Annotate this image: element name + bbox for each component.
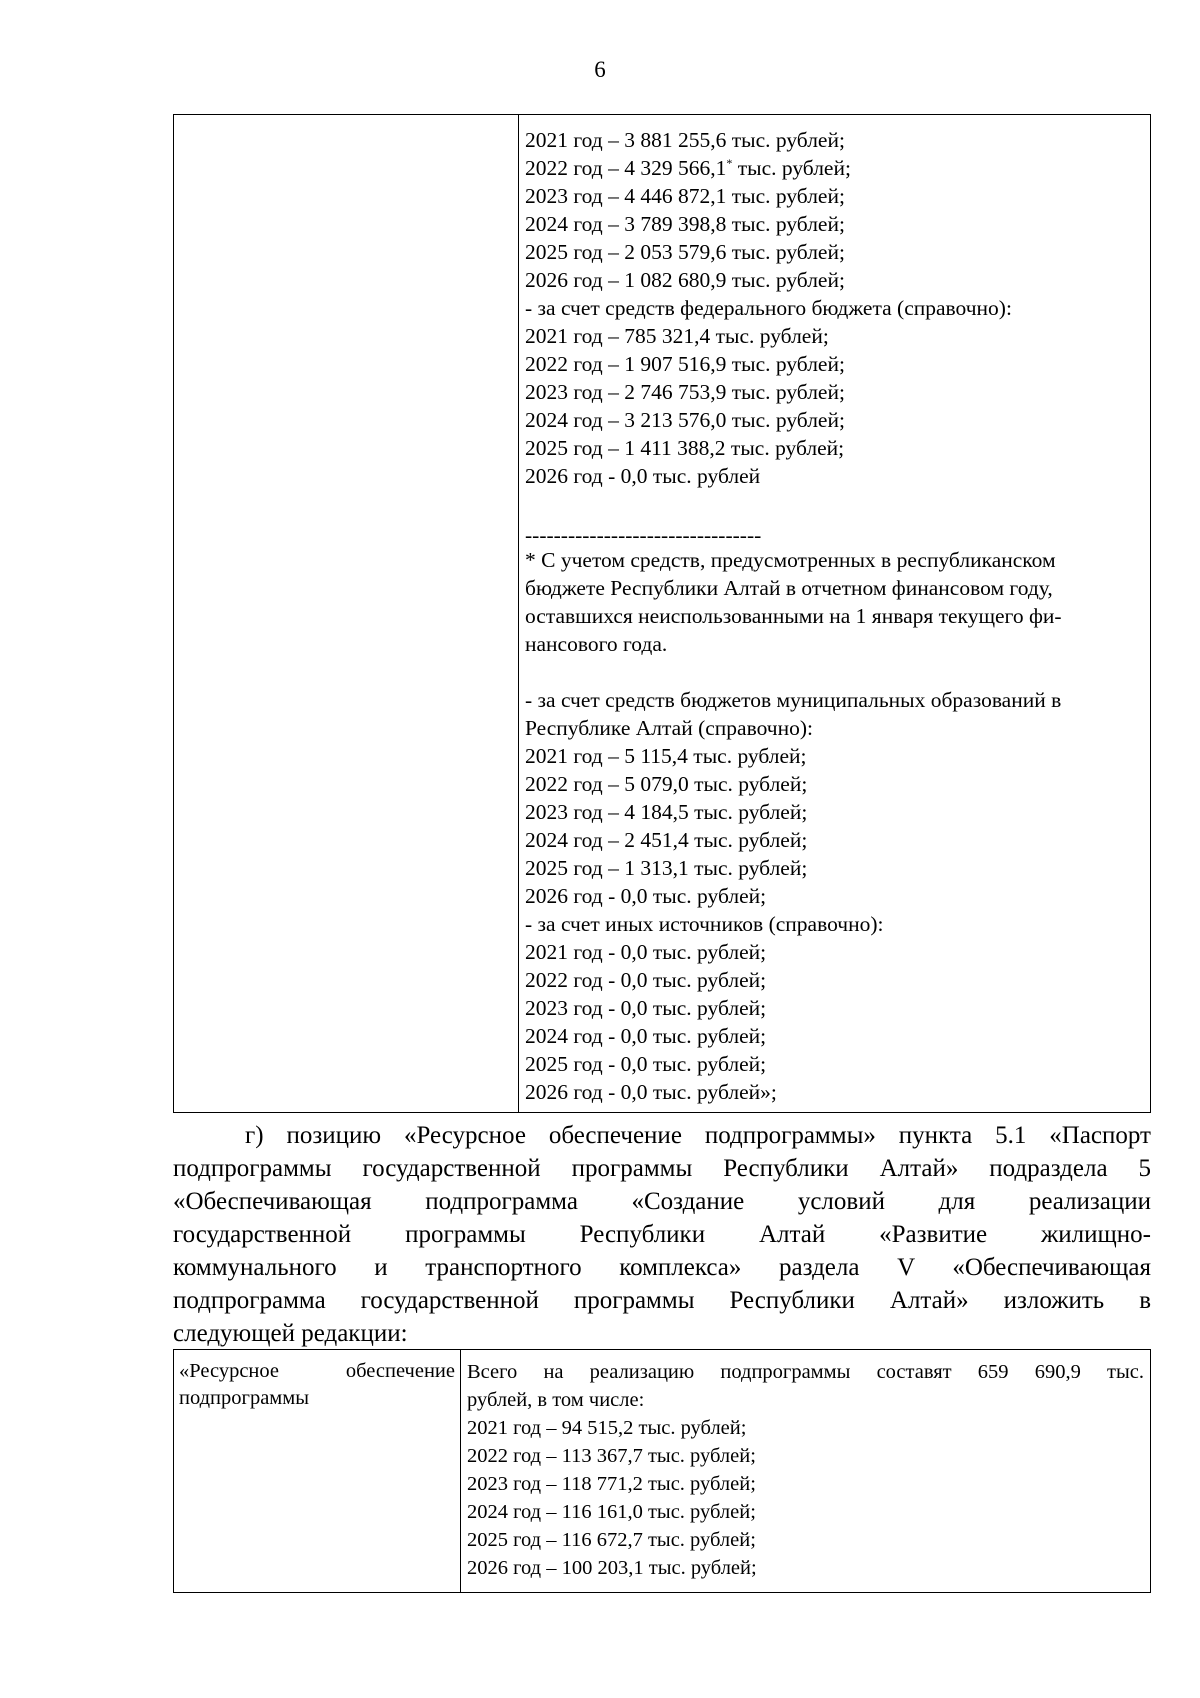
paragraph-line-text: г) позицию «Ресурсное обеспечение подпрограммы» пункта 5.1 «Паспорт bbox=[245, 1122, 1151, 1149]
resource-provision-label-cell bbox=[179, 1358, 455, 1412]
subprogram-2026-line: 2026 год – 100 203,1 тыс. рублей; bbox=[467, 1557, 757, 1579]
blank-gap bbox=[525, 490, 1146, 518]
funding-table-continued bbox=[173, 114, 1151, 1113]
other-2021-line: 2021 год - 0,0 тыс. рублей; bbox=[525, 940, 767, 964]
table-column-divider bbox=[518, 115, 519, 1112]
total-2023-line: 2023 год – 4 446 872,1 тыс. рублей; bbox=[525, 184, 845, 208]
resource-provision-table bbox=[173, 1349, 1151, 1593]
other-2025-line: 2025 год - 0,0 тыс. рублей; bbox=[525, 1052, 767, 1076]
paragraph-line-text: следующей редакции: bbox=[173, 1320, 408, 1347]
federal-2023-line: 2023 год – 2 746 753,9 тыс. рублей; bbox=[525, 380, 845, 404]
total-2022-line bbox=[525, 154, 1146, 182]
total-intro-line: Всего на реализацию подпрограммы составят 659 690,9 тыс. bbox=[467, 1361, 1144, 1383]
paragraph-line bbox=[173, 1251, 1151, 1284]
subprogram-2021-line: 2021 год – 94 515,2 тыс. рублей; bbox=[467, 1417, 747, 1439]
subprogram-2022-line: 2022 год – 113 367,7 тыс. рублей; bbox=[467, 1445, 756, 1467]
footnote-marker: * bbox=[726, 155, 733, 170]
resource-provision-value-cell bbox=[467, 1358, 1144, 1582]
other-2026-line: 2026 год - 0,0 тыс. рублей»; bbox=[525, 1080, 777, 1104]
federal-budget-heading: - за счет средств федерального бюджета (справочно): bbox=[525, 296, 1012, 320]
municipal-2023-line: 2023 год – 4 184,5 тыс. рублей; bbox=[525, 800, 808, 824]
paragraph-line bbox=[173, 1218, 1151, 1251]
total-2026-line: 2026 год – 1 082 680,9 тыс. рублей; bbox=[525, 268, 845, 292]
label-line: подпрограммы bbox=[179, 1387, 310, 1409]
paragraph-line bbox=[173, 1152, 1151, 1185]
paragraph-line bbox=[173, 1185, 1151, 1218]
paragraph-line-text: государственной программы Республики Алтай «Развитие жилищно- bbox=[173, 1221, 1151, 1248]
municipal-budget-heading: Республике Алтай (справочно): bbox=[525, 716, 813, 740]
amendment-paragraph bbox=[173, 1119, 1151, 1350]
total-2025-line: 2025 год – 2 053 579,6 тыс. рублей; bbox=[525, 240, 845, 264]
footnote-line: бюджете Республики Алтай в отчетном финансовом году, bbox=[525, 576, 1053, 600]
total-2022-value: 2022 год – 4 329 566,1 bbox=[525, 156, 727, 180]
municipal-2024-line: 2024 год – 2 451,4 тыс. рублей; bbox=[525, 828, 808, 852]
federal-2021-line: 2021 год – 785 321,4 тыс. рублей; bbox=[525, 324, 829, 348]
total-intro-line: рублей, в том числе: bbox=[467, 1389, 645, 1411]
federal-2022-line: 2022 год – 1 907 516,9 тыс. рублей; bbox=[525, 352, 845, 376]
federal-2025-line: 2025 год – 1 411 388,2 тыс. рублей; bbox=[525, 436, 845, 460]
blank-gap bbox=[525, 658, 1146, 686]
funding-details-cell bbox=[525, 126, 1146, 1106]
paragraph-line bbox=[173, 1119, 1151, 1152]
paragraph-line-text: коммунального и транспортного комплекса» раздела V «Обеспечивающая bbox=[173, 1254, 1151, 1281]
paragraph-line bbox=[173, 1284, 1151, 1317]
other-2022-line: 2022 год - 0,0 тыс. рублей; bbox=[525, 968, 767, 992]
paragraph-line-text: «Обеспечивающая подпрограмма «Создание условий для реализации bbox=[173, 1188, 1151, 1215]
other-2024-line: 2024 год - 0,0 тыс. рублей; bbox=[525, 1024, 767, 1048]
federal-2024-line: 2024 год – 3 213 576,0 тыс. рублей; bbox=[525, 408, 845, 432]
municipal-2025-line: 2025 год – 1 313,1 тыс. рублей; bbox=[525, 856, 808, 880]
footnote-separator: --------------------------------- bbox=[525, 523, 762, 547]
footnote-line: нансового года. bbox=[525, 632, 668, 656]
paragraph-line-text: подпрограмма государственной программы Республики Алтай» изложить в bbox=[173, 1287, 1151, 1314]
label-line: «Ресурсное обеспечение bbox=[179, 1360, 455, 1382]
other-sources-heading: - за счет иных источников (справочно): bbox=[525, 912, 884, 936]
total-2022-unit: тыс. рублей; bbox=[732, 156, 851, 180]
total-2021-line: 2021 год – 3 881 255,6 тыс. рублей; bbox=[525, 128, 845, 152]
paragraph-line bbox=[173, 1317, 1151, 1350]
table-column-divider bbox=[460, 1350, 461, 1592]
footnote-line: оставшихся неиспользованными на 1 января текущего фи- bbox=[525, 604, 1062, 628]
paragraph-line-text: подпрограммы государственной программы Республики Алтай» подраздела 5 bbox=[173, 1155, 1151, 1182]
municipal-2022-line: 2022 год – 5 079,0 тыс. рублей; bbox=[525, 772, 808, 796]
municipal-2021-line: 2021 год – 5 115,4 тыс. рублей; bbox=[525, 744, 807, 768]
federal-2026-line: 2026 год - 0,0 тыс. рублей bbox=[525, 464, 761, 488]
subprogram-2025-line: 2025 год – 116 672,7 тыс. рублей; bbox=[467, 1529, 756, 1551]
page-number: 6 bbox=[594, 57, 606, 82]
subprogram-2023-line: 2023 год – 118 771,2 тыс. рублей; bbox=[467, 1473, 756, 1495]
municipal-budget-heading: - за счет средств бюджетов муниципальных образований в bbox=[525, 688, 1062, 712]
subprogram-2024-line: 2024 год – 116 161,0 тыс. рублей; bbox=[467, 1501, 756, 1523]
total-2024-line: 2024 год – 3 789 398,8 тыс. рублей; bbox=[525, 212, 845, 236]
footnote-line: * С учетом средств, предусмотренных в республиканском bbox=[525, 548, 1056, 572]
municipal-2026-line: 2026 год - 0,0 тыс. рублей; bbox=[525, 884, 767, 908]
other-2023-line: 2023 год - 0,0 тыс. рублей; bbox=[525, 996, 767, 1020]
